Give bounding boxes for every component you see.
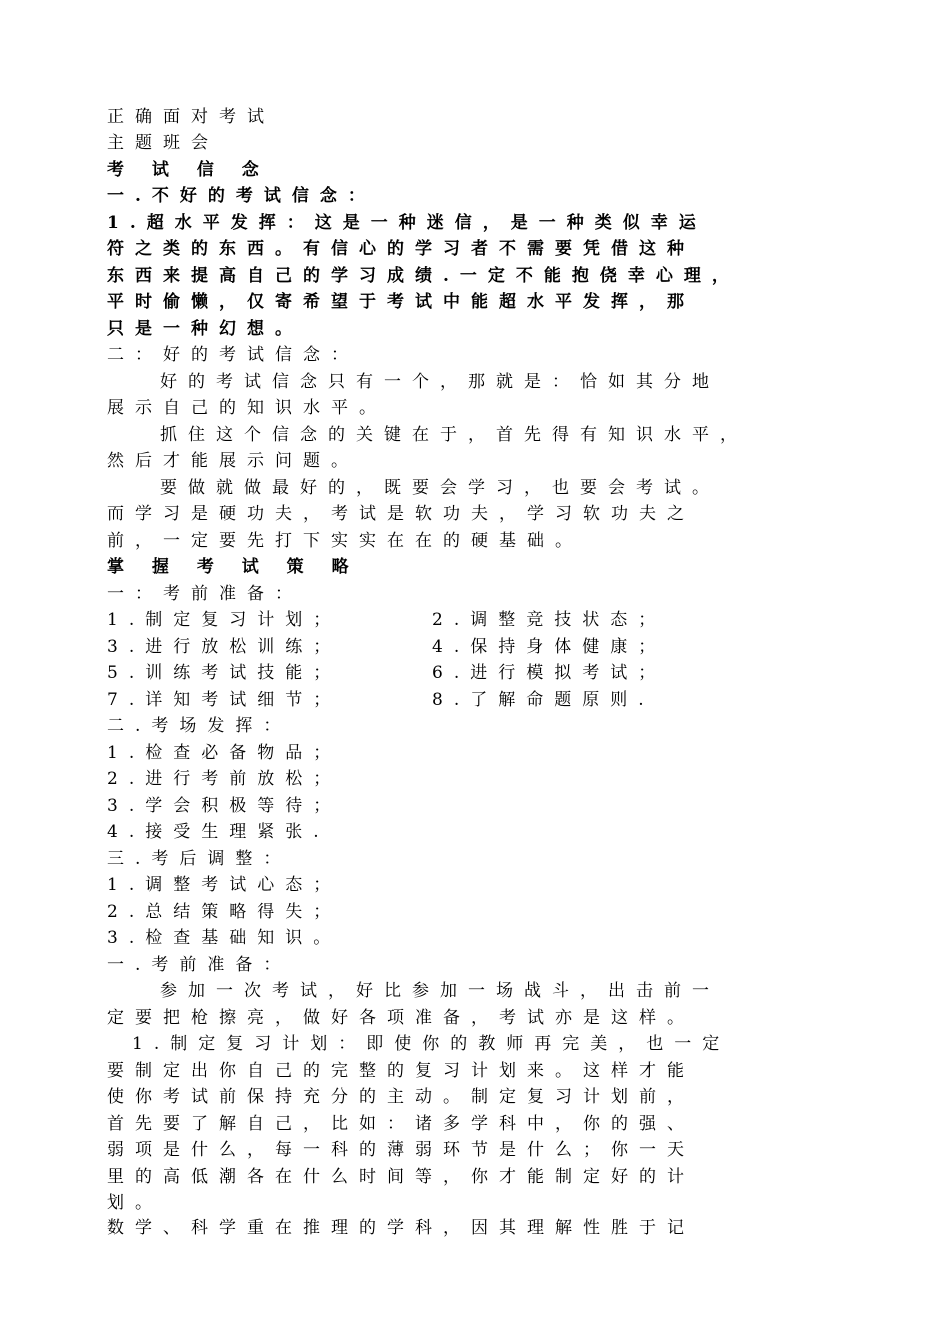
paragraph-line: 符之类的东西。有信心的学习者不需要凭借这种 bbox=[107, 239, 695, 259]
paragraph-line: 平时偷懒，仅寄希望于考试中能超水平发挥，那 bbox=[107, 292, 695, 312]
list-item: 4.保持身体健康； bbox=[432, 637, 667, 657]
paragraph-line: 使你考试前保持充分的主动。制定复习计划前， bbox=[107, 1087, 695, 1107]
list-item: 1.检查必备物品； bbox=[107, 743, 342, 763]
list-item: 2.调整竞技状态； bbox=[432, 610, 667, 630]
subheading-before-exam: 一：考前准备： bbox=[107, 584, 303, 604]
paragraph-line: 展示自己的知识水平。 bbox=[107, 398, 387, 418]
paragraph-line: 要制定出你自己的完整的复习计划来。这样才能 bbox=[107, 1061, 695, 1081]
paragraph-line: 只是一种幻想。 bbox=[107, 319, 303, 339]
doc-title: 正确面对考试 bbox=[107, 107, 275, 127]
doc-subtitle: 主题班会 bbox=[107, 133, 219, 153]
paragraph-line: 1.超水平发挥：这是一种迷信，是一种类似幸运 bbox=[107, 213, 707, 233]
paragraph-line: 前，一定要先打下实实在在的硬基础。 bbox=[107, 531, 583, 551]
paragraph-line: 划。 bbox=[107, 1193, 163, 1213]
subheading-good-beliefs: 二：好的考试信念： bbox=[107, 345, 359, 365]
list-item: 5.训练考试技能； bbox=[107, 663, 342, 683]
paragraph-line: 里的高低潮各在什么时间等，你才能制定好的计 bbox=[107, 1167, 695, 1187]
paragraph-line: 东西来提高自己的学习成绩.一定不能抱侥幸心理， bbox=[107, 266, 740, 286]
subheading-after-exam: 三.考后调整： bbox=[107, 849, 292, 869]
list-item: 1.调整考试心态； bbox=[107, 875, 342, 895]
list-item: 7.详知考试细节； bbox=[107, 690, 342, 710]
list-item: 2.进行考前放松； bbox=[107, 769, 342, 789]
list-item: 4.接受生理紧张. bbox=[107, 822, 330, 842]
list-item: 2.总结策略得失； bbox=[107, 902, 342, 922]
subheading-before-exam-detail: 一.考前准备： bbox=[107, 955, 292, 975]
paragraph-line: 然后才能展示问题。 bbox=[107, 451, 359, 471]
list-item: 1.制定复习计划； bbox=[107, 610, 342, 630]
paragraph-line: 抓住这个信念的关键在于，首先得有知识水平， bbox=[160, 425, 748, 445]
subheading-bad-beliefs: 一.不好的考试信念： bbox=[107, 186, 376, 206]
paragraph-line: 首先要了解自己，比如：诸多学科中，你的强、 bbox=[107, 1114, 695, 1134]
list-item: 3.学会积极等待； bbox=[107, 796, 342, 816]
paragraph-line: 而学习是硬功夫，考试是软功夫，学习软功夫之 bbox=[107, 504, 695, 524]
paragraph-line: 弱项是什么，每一科的薄弱环节是什么；你一天 bbox=[107, 1140, 695, 1160]
list-item: 8.了解命题原则. bbox=[432, 690, 655, 710]
section-heading-strategy: 掌 握 考 试 策 略 bbox=[107, 557, 360, 577]
paragraph-line: 好的考试信念只有一个，那就是：恰如其分地 bbox=[160, 372, 720, 392]
list-item: 3.检查基础知识。 bbox=[107, 928, 342, 948]
list-item: 3.进行放松训练； bbox=[107, 637, 342, 657]
paragraph-line: 参加一次考试，好比参加一场战斗，出击前一 bbox=[160, 981, 720, 1001]
paragraph-line: 要做就做最好的，既要会学习，也要会考试。 bbox=[160, 478, 720, 498]
paragraph-line: 数学、科学重在推理的学科，因其理解性胜于记 bbox=[107, 1218, 695, 1238]
section-heading-beliefs: 考 试 信 念 bbox=[107, 160, 270, 180]
subheading-in-exam: 二.考场发挥： bbox=[107, 716, 292, 736]
paragraph-line: 1.制定复习计划：即使你的教师再完美，也一定 bbox=[132, 1034, 731, 1054]
paragraph-line: 定要把枪擦亮，做好各项准备，考试亦是这样。 bbox=[107, 1008, 695, 1028]
list-item: 6.进行模拟考试； bbox=[432, 663, 667, 683]
